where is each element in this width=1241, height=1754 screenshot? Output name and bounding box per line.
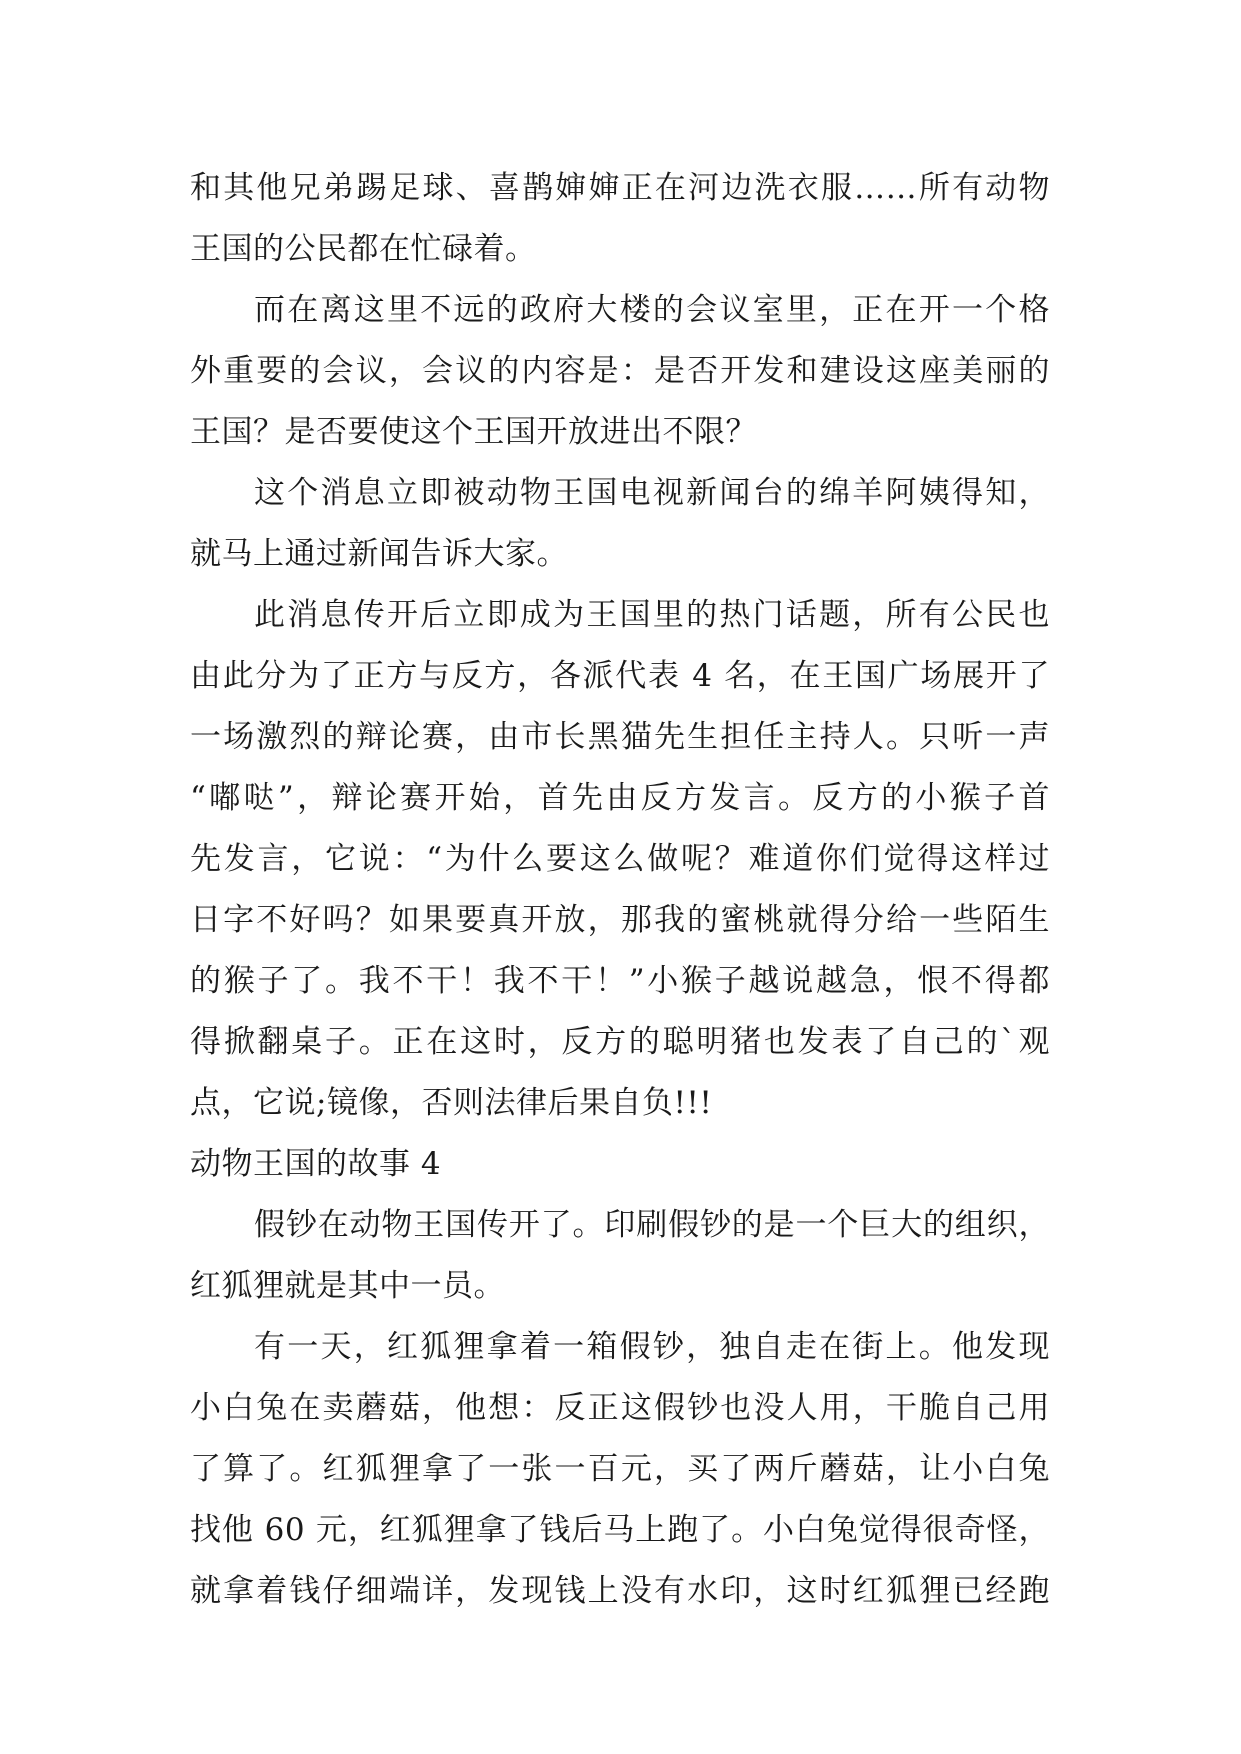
text-line: 一场激烈的辩论赛，由市长黑猫先生担任主持人。只听一声: [190, 719, 1050, 755]
text-line: “嘟哒”，辩论赛开始，首先由反方发言。反方的小猴子首: [190, 780, 1050, 816]
text-line: 王国？是否要使这个王国开放进出不限？: [190, 414, 757, 450]
text-line: 的猴子了。我不干！我不干！”小猴子越说越急，恨不得都: [190, 963, 1050, 999]
text-line: 外重要的会议，会议的内容是：是否开发和建设这座美丽的: [190, 353, 1050, 389]
text-line: 这个消息立即被动物王国电视新闻台的绵羊阿姨得知，: [254, 475, 1050, 511]
text-line: 找他 60 元，红狐狸拿了钱后马上跑了。小白兔觉得很奇怪，: [190, 1512, 1050, 1548]
text-line: 点，它说;镜像，否则法律后果自负!!!: [190, 1085, 713, 1121]
text-line: 先发言，它说：“为什么要这么做呢？难道你们觉得这样过: [190, 841, 1050, 877]
text-line: 就拿着钱仔细端详，发现钱上没有水印，这时红狐狸已经跑: [190, 1573, 1050, 1609]
text-line: 了算了。红狐狸拿了一张一百元，买了两斤蘑菇，让小白兔: [190, 1451, 1050, 1487]
text-line: 有一天，红狐狸拿着一箱假钞，独自走在街上。他发现: [254, 1329, 1050, 1365]
text-line: 就马上通过新闻告诉大家。: [190, 536, 568, 572]
text-line: 小白兔在卖蘑菇，他想：反正这假钞也没人用，干脆自己用: [190, 1390, 1050, 1426]
text-line: 而在离这里不远的政府大楼的会议室里，正在开一个格: [254, 292, 1050, 328]
text-line: 此消息传开后立即成为王国里的热门话题，所有公民也: [254, 597, 1050, 633]
text-line: 得掀翻桌子。正在这时，反方的聪明猪也发表了自己的`观: [190, 1024, 1050, 1060]
text-line: 假钞在动物王国传开了。印刷假钞的是一个巨大的组织，: [254, 1207, 1050, 1243]
section-heading: 动物王国的故事 4: [190, 1146, 442, 1182]
text-line: 和其他兄弟踢足球、喜鹊婶婶正在河边洗衣服……所有动物: [190, 170, 1050, 206]
text-line: 由此分为了正方与反方，各派代表 4 名，在王国广场展开了: [190, 658, 1050, 694]
text-line: 王国的公民都在忙碌着。: [190, 231, 537, 267]
text-line: 红狐狸就是其中一员。: [190, 1268, 505, 1304]
text-line: 日字不好吗？如果要真开放，那我的蜜桃就得分给一些陌生: [190, 902, 1050, 938]
body-text: [190, 158, 1050, 1622]
